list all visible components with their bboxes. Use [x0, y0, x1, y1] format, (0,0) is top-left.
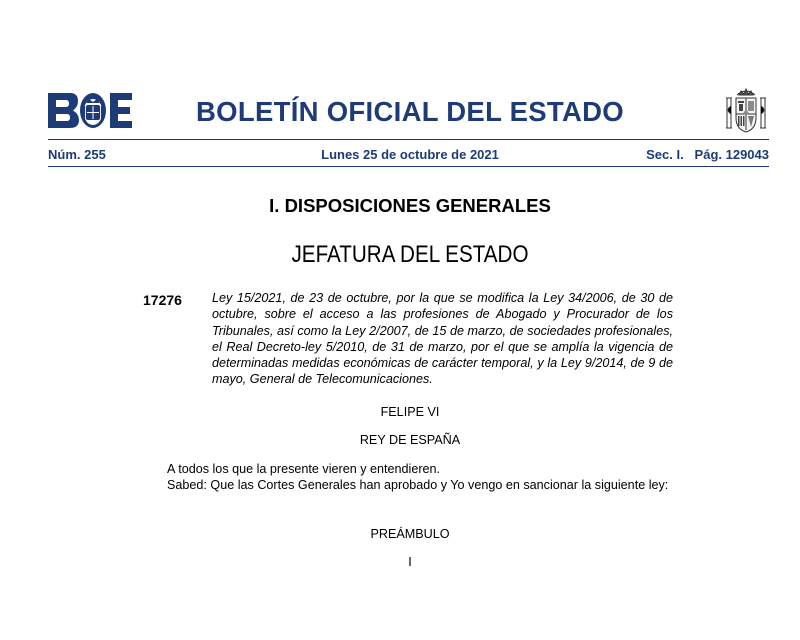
- bulletin-number: Núm. 255: [48, 147, 106, 162]
- king-title: REY DE ESPAÑA: [359, 433, 461, 447]
- entry-number: 17276: [143, 292, 182, 308]
- department-heading: JEFATURA DEL ESTADO: [291, 241, 529, 268]
- section-heading: I. DISPOSICIONES GENERALES: [269, 195, 551, 216]
- paragraph-sabed: Sabed: Que las Cortes Generales han aprobado y Yo vengo en sancionar la siguiente ley:: [167, 478, 669, 492]
- coat-of-arms-icon: [723, 86, 769, 136]
- header-rule-bottom: [48, 166, 769, 167]
- king-name: FELIPE VI: [380, 405, 440, 419]
- paragraph-greeting: A todos los que la presente vieren y entendieren.: [167, 462, 441, 476]
- preamble-heading: PREÁMBULO: [370, 527, 450, 541]
- section-page: Sec. I. Pág. 129043: [646, 147, 769, 162]
- boe-logo: [48, 93, 132, 128]
- bulletin-date: Lunes 25 de octubre de 2021: [321, 147, 499, 162]
- header-rule-top: [48, 139, 769, 140]
- law-summary: Ley 15/2021, de 23 de octubre, por la que se modifica la Ley 34/2006, de 30 de octubre, sobre el acceso a las profesiones de Abogado y Procurador de los Tribunales, así como la Ley 2/2007, de 15 de marzo, de sociedades profesionales, el Real Decreto-ley 5/2010, de 31 de marzo, por el que se amplía la vigencia de determinadas medidas económicas de carácter temporal, y la Ley 9/2014, de 9 de mayo, General de Telecomunicaciones.: [212, 291, 673, 387]
- bulletin-title: BOLETÍN OFICIAL DEL ESTADO: [196, 96, 624, 127]
- preamble-part-number: I: [408, 555, 412, 569]
